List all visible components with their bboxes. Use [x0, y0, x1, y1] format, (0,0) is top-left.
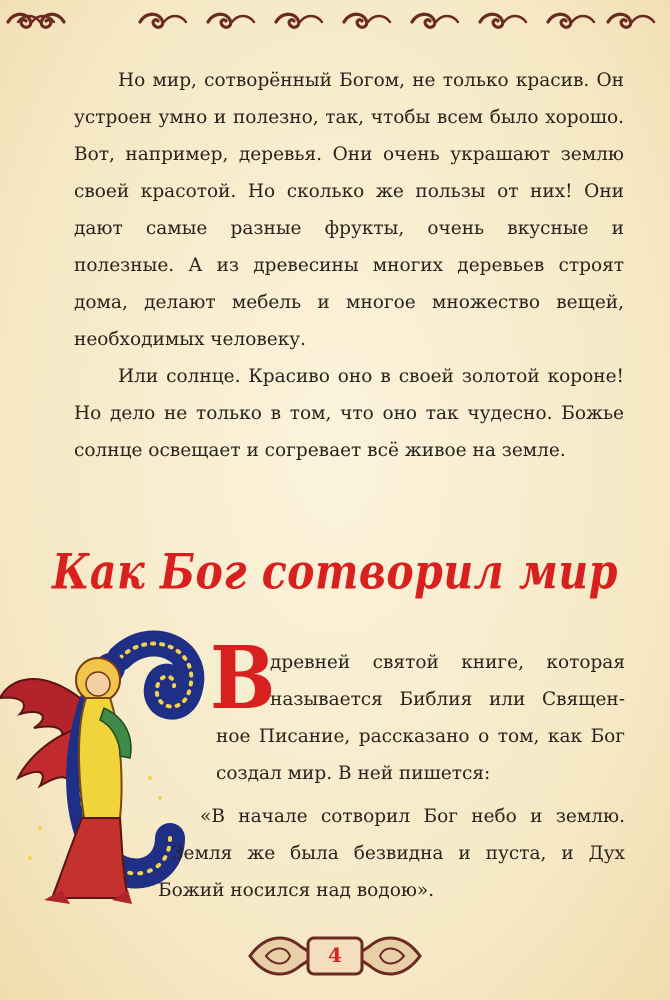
top-ornament-border	[0, 0, 670, 44]
quote-line-1: «В начале сотворил Бог небо и землю.	[200, 806, 625, 827]
section-title: Как Бог сотворил мир	[52, 543, 618, 601]
intro-line-4: создал мир. В ней пишется:	[216, 763, 491, 784]
quote-line-2: Земля же была безвидна и пуста, и Дух	[172, 843, 625, 864]
body-text	[74, 62, 624, 469]
quote-line-3: Божий носился над водою».	[158, 880, 435, 901]
drop-cap-letter: В	[210, 628, 276, 729]
angel-initial-illustration	[0, 628, 210, 918]
intro-line-1: древней святой книге, которая	[270, 652, 625, 673]
page-number: 4	[328, 943, 342, 967]
intro-line-2: называется Библия или Священ-	[270, 689, 625, 710]
paragraph-trees: Но мир, сотворённый Богом, не только красив. Он устроен умно и полезно, так, чтобы всем было хорошо. Вот, например, деревья. Они очень украшают землю своей красотой. Но сколько же пользы от них! Они дают самые разные фрукты, очень вкусные и полезные. А из древесины многих деревьев строят дома, делают мебель и многое множество вещей, необходимых человеку.	[74, 70, 624, 350]
paragraph-sun: Или солнце. Красиво оно в своей золотой короне! Но дело не только в том, что оно так чудесно. Божье солнце освещает и согревает всё живое на земле.	[74, 366, 624, 461]
intro-line-3: ное Писание, рассказано о том, как Бог	[216, 726, 625, 747]
